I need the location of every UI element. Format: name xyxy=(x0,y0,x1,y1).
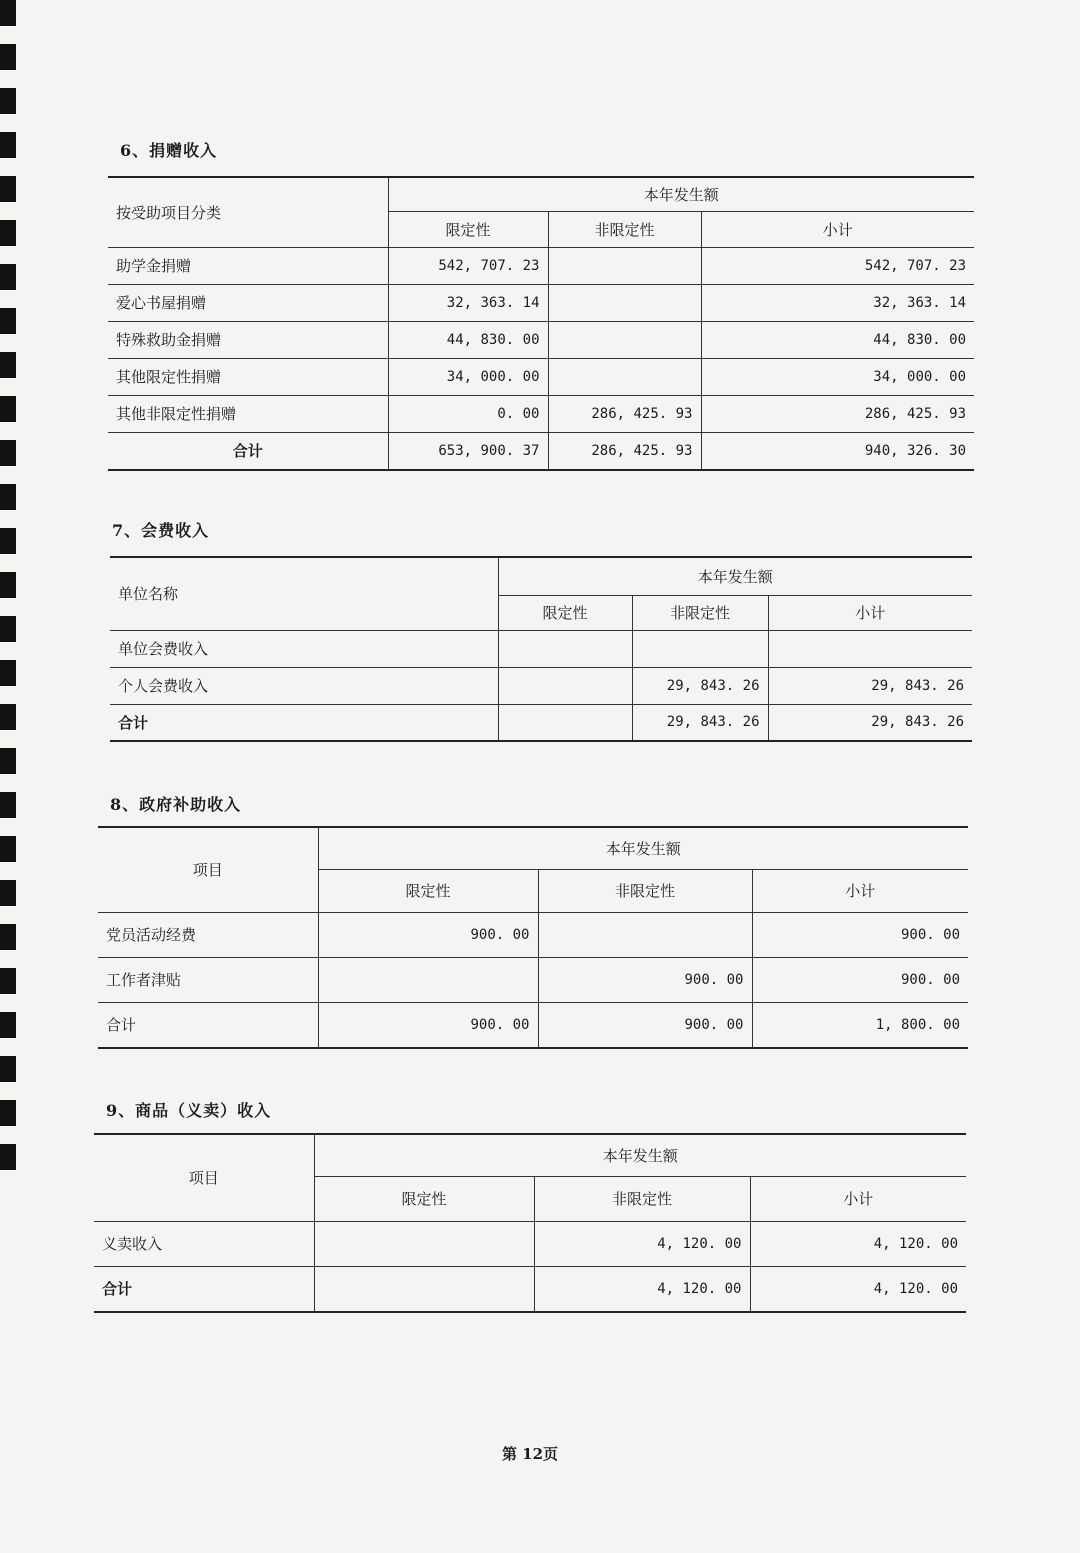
total-restricted xyxy=(498,704,632,741)
subtotal-cell: 34, 000. 00 xyxy=(701,358,974,395)
row-label: 义卖收入 xyxy=(94,1221,314,1266)
col-subtotal-header: 小计 xyxy=(768,595,972,630)
total-label: 合计 xyxy=(108,432,388,470)
total-restricted: 653, 900. 37 xyxy=(388,432,548,470)
col-restricted-header: 限定性 xyxy=(498,595,632,630)
row-label: 党员活动经费 xyxy=(98,912,318,957)
section-6-title: 6、捐赠收入 xyxy=(120,141,218,160)
total-restricted: 900. 00 xyxy=(318,1002,538,1048)
restricted-cell: 900. 00 xyxy=(318,912,538,957)
donation-income-table xyxy=(108,176,974,471)
col-subtotal-header: 小计 xyxy=(752,869,968,912)
restricted-cell xyxy=(498,630,632,667)
subtotal-cell: 4, 120. 00 xyxy=(750,1221,966,1266)
row-label: 其他非限定性捐赠 xyxy=(108,395,388,432)
restricted-cell: 32, 363. 14 xyxy=(388,284,548,321)
unrestricted-cell xyxy=(538,912,752,957)
col-unrestricted-header: 非限定性 xyxy=(534,1176,750,1221)
total-unrestricted: 900. 00 xyxy=(538,1002,752,1048)
table-row xyxy=(108,358,974,395)
unrestricted-cell xyxy=(548,284,701,321)
period-header: 本年发生额 xyxy=(388,177,974,211)
col-subtotal-header: 小计 xyxy=(750,1176,966,1221)
total-subtotal: 4, 120. 00 xyxy=(750,1266,966,1312)
table-row xyxy=(108,321,974,358)
col-subtotal-header: 小计 xyxy=(701,211,974,247)
subtotal-cell xyxy=(768,630,972,667)
period-header: 本年发生额 xyxy=(314,1134,966,1176)
subtotal-cell: 44, 830. 00 xyxy=(701,321,974,358)
category-header: 单位名称 xyxy=(110,557,498,630)
row-label: 助学金捐赠 xyxy=(108,247,388,284)
restricted-cell: 34, 000. 00 xyxy=(388,358,548,395)
subtotal-cell: 32, 363. 14 xyxy=(701,284,974,321)
period-header: 本年发生额 xyxy=(318,827,968,869)
unrestricted-cell: 900. 00 xyxy=(538,957,752,1002)
row-label: 其他限定性捐赠 xyxy=(108,358,388,395)
membership-fee-table xyxy=(110,556,972,742)
section-7-title: 7、会费收入 xyxy=(112,521,210,540)
row-label: 爱心书屋捐赠 xyxy=(108,284,388,321)
table-row xyxy=(98,957,968,1002)
unrestricted-cell xyxy=(548,247,701,284)
table-row xyxy=(108,395,974,432)
unrestricted-cell xyxy=(632,630,768,667)
unrestricted-cell: 286, 425. 93 xyxy=(548,395,701,432)
col-unrestricted-header: 非限定性 xyxy=(548,211,701,247)
row-label: 单位会费收入 xyxy=(110,630,498,667)
total-row xyxy=(110,704,972,741)
total-label: 合计 xyxy=(98,1002,318,1048)
total-row xyxy=(108,432,974,470)
row-label: 工作者津贴 xyxy=(98,957,318,1002)
category-header: 按受助项目分类 xyxy=(108,177,388,247)
unrestricted-cell xyxy=(548,321,701,358)
section-9-title: 9、商品（义卖）收入 xyxy=(106,1101,272,1120)
col-restricted-header: 限定性 xyxy=(388,211,548,247)
col-restricted-header: 限定性 xyxy=(318,869,538,912)
row-label: 特殊救助金捐赠 xyxy=(108,321,388,358)
restricted-cell: 0. 00 xyxy=(388,395,548,432)
total-subtotal: 1, 800. 00 xyxy=(752,1002,968,1048)
unrestricted-cell: 29, 843. 26 xyxy=(632,667,768,704)
total-unrestricted: 29, 843. 26 xyxy=(632,704,768,741)
subtotal-cell: 900. 00 xyxy=(752,912,968,957)
total-row xyxy=(98,1002,968,1048)
government-grant-table xyxy=(98,826,968,1049)
total-subtotal: 940, 326. 30 xyxy=(701,432,974,470)
total-restricted xyxy=(314,1266,534,1312)
page-number: 第 12页 xyxy=(501,1445,559,1463)
col-restricted-header: 限定性 xyxy=(314,1176,534,1221)
section-8-title: 8、政府补助收入 xyxy=(110,795,242,814)
unrestricted-cell: 4, 120. 00 xyxy=(534,1221,750,1266)
subtotal-cell: 542, 707. 23 xyxy=(701,247,974,284)
total-unrestricted: 4, 120. 00 xyxy=(534,1266,750,1312)
restricted-cell xyxy=(498,667,632,704)
merchandise-income-table xyxy=(94,1133,966,1313)
table-row xyxy=(108,247,974,284)
category-header: 项目 xyxy=(98,827,318,912)
col-unrestricted-header: 非限定性 xyxy=(632,595,768,630)
table-row xyxy=(110,667,972,704)
unrestricted-cell xyxy=(548,358,701,395)
restricted-cell xyxy=(314,1221,534,1266)
total-unrestricted: 286, 425. 93 xyxy=(548,432,701,470)
total-subtotal: 29, 843. 26 xyxy=(768,704,972,741)
table-row xyxy=(108,284,974,321)
row-label: 个人会费收入 xyxy=(110,667,498,704)
col-unrestricted-header: 非限定性 xyxy=(538,869,752,912)
total-label: 合计 xyxy=(110,704,498,741)
total-row xyxy=(94,1266,966,1312)
subtotal-cell: 900. 00 xyxy=(752,957,968,1002)
period-header: 本年发生额 xyxy=(498,557,972,595)
restricted-cell: 542, 707. 23 xyxy=(388,247,548,284)
table-row xyxy=(110,630,972,667)
binding-holes xyxy=(0,0,16,1180)
category-header: 项目 xyxy=(94,1134,314,1221)
restricted-cell xyxy=(318,957,538,1002)
subtotal-cell: 29, 843. 26 xyxy=(768,667,972,704)
table-row xyxy=(98,912,968,957)
subtotal-cell: 286, 425. 93 xyxy=(701,395,974,432)
total-label: 合计 xyxy=(94,1266,314,1312)
table-row xyxy=(94,1221,966,1266)
restricted-cell: 44, 830. 00 xyxy=(388,321,548,358)
